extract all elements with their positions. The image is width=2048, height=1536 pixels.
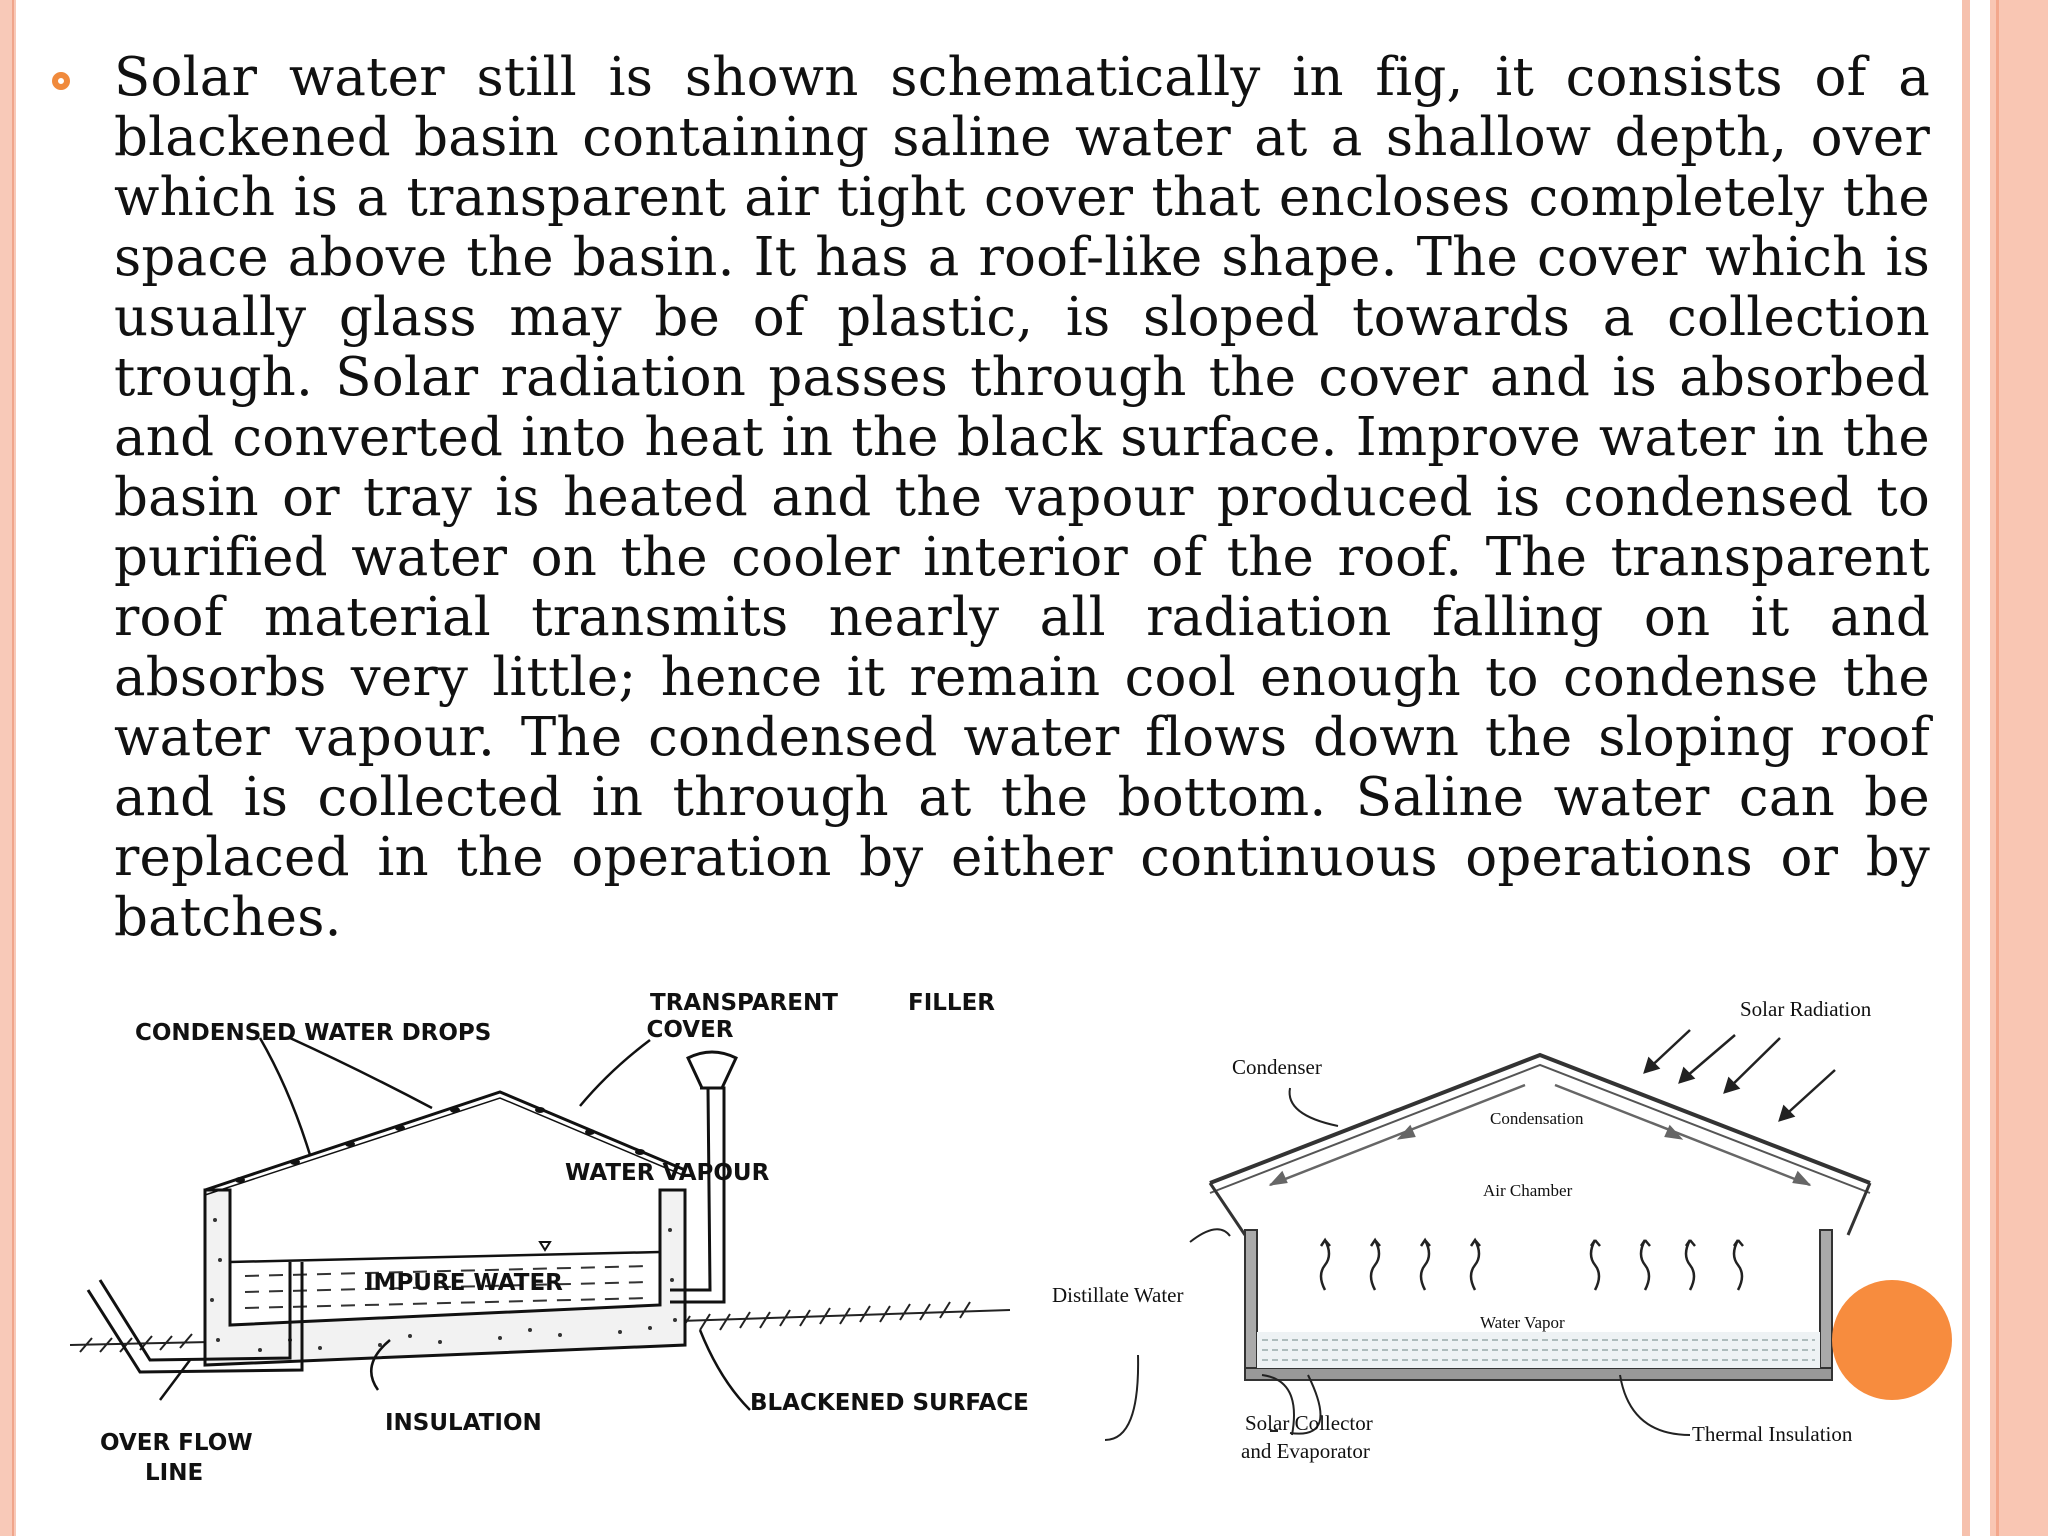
slide-frame-left [0, 0, 16, 1536]
decorative-circle [1832, 1280, 1952, 1400]
slide-frame-right [1962, 0, 2048, 1536]
solar-still-diagram [1040, 980, 1920, 1490]
label-filler: FILLER [908, 990, 996, 1016]
label-water-vapor: Water Vapor [1480, 1313, 1565, 1332]
solar-still-sketch [60, 980, 1060, 1500]
label-water-vapour: WATER VAPOUR [565, 1160, 770, 1186]
label-condenser: Condenser [1232, 1055, 1322, 1079]
label-condensation: Condensation [1490, 1109, 1584, 1128]
label-transparent: TRANSPARENT [650, 990, 838, 1016]
label-solar-radiation: Solar Radiation [1740, 997, 1872, 1021]
label-insulation: INSULATION [385, 1410, 542, 1436]
label-and-evaporator: and Evaporator [1241, 1439, 1370, 1463]
label-line: LINE [145, 1460, 204, 1486]
label-distillate-water: Distillate Water [1052, 1283, 1184, 1307]
label-solar-collector: Solar Collector [1245, 1411, 1373, 1435]
label-blackened-surface: BLACKENED SURFACE [750, 1390, 1029, 1416]
label-cover: COVER [646, 1017, 734, 1043]
label-thermal-insulation: Thermal Insulation [1692, 1422, 1853, 1446]
label-air-chamber: Air Chamber [1483, 1181, 1573, 1200]
label-impure-water: IMPURE WATER [365, 1270, 563, 1296]
body-paragraph: Solar water still is shown schematically in fig, it consists of a blackened basin containing saline water at a shallow depth, over which is a transparent air tight cover that encloses completely the space above the basin. It has a roof-like shape. The cover which is usually glass may be of plastic, is sloped towards a collection trough. Solar radiation passes through the cover and is absorbed and converted into heat in the black surface. Improve water in the basin or tray is heated and the vapour produced is condensed to purified water on the cooler interior of the roof. The transparent roof material transmits nearly all radiation falling on it and absorbs very little; hence it remain cool enough to condense the water vapour. The condensed water flows down the sloping roof and is collected in through at the bottom. Saline water can be replaced in the operation by either continuous operations or by batches. [114, 47, 1930, 948]
label-condensed-water-drops: CONDENSED WATER DROPS [135, 1020, 492, 1046]
label-over-flow: OVER FLOW [100, 1430, 253, 1456]
bullet-icon [52, 72, 70, 90]
